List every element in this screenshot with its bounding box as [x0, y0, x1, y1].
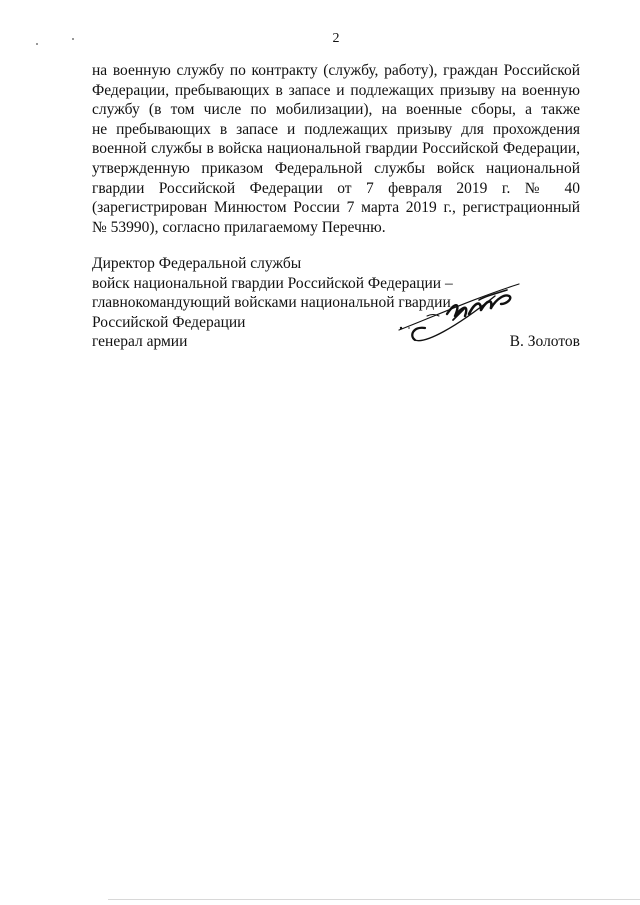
- page-number: 2: [332, 31, 340, 46]
- body-line: (зарегистрирован Минюстом России 7 марта 2019 г., регистрационный: [92, 199, 580, 217]
- body-line: гвардии Российской Федерации от 7 февраля 2019 г. № 40: [92, 179, 580, 197]
- body-paragraph: [92, 61, 580, 237]
- signatory-rank: генерал армии: [92, 333, 188, 351]
- scan-speck: [72, 38, 74, 40]
- body-line: военной службы в войска национальной гвардии Российской Федерации,: [92, 140, 580, 158]
- scan-speck: [408, 327, 410, 329]
- signatory-position-line: Директор Федеральной службы: [92, 255, 302, 272]
- body-line: службу (в том числе по мобилизации), на военные сборы, а также: [92, 101, 580, 119]
- handwritten-signature: [395, 280, 530, 352]
- scan-speck: [36, 43, 38, 45]
- scan-edge-line: [108, 899, 640, 900]
- signatory-name: В. Золотов: [509, 333, 580, 351]
- body-line: № 53990), согласно прилагаемому Перечню.: [92, 218, 386, 236]
- signatory-position-line: главнокомандующий войсками национальной гвардии: [92, 294, 451, 312]
- signatory-position-line: войск национальной гвардии Российской Федерации –: [92, 274, 453, 292]
- body-line: не пребывающих в запасе и подлежащих призыву для прохождения: [92, 120, 580, 138]
- body-line: Федерации, пребывающих в запасе и подлежащих призыву на военную: [92, 81, 580, 99]
- signatory-position-line: Российской Федерации: [92, 313, 246, 331]
- body-line: утвержденную приказом Федеральной службы войск национальной: [92, 159, 580, 177]
- body-line: на военную службу по контракту (службу, работу), граждан Российской: [92, 62, 580, 79]
